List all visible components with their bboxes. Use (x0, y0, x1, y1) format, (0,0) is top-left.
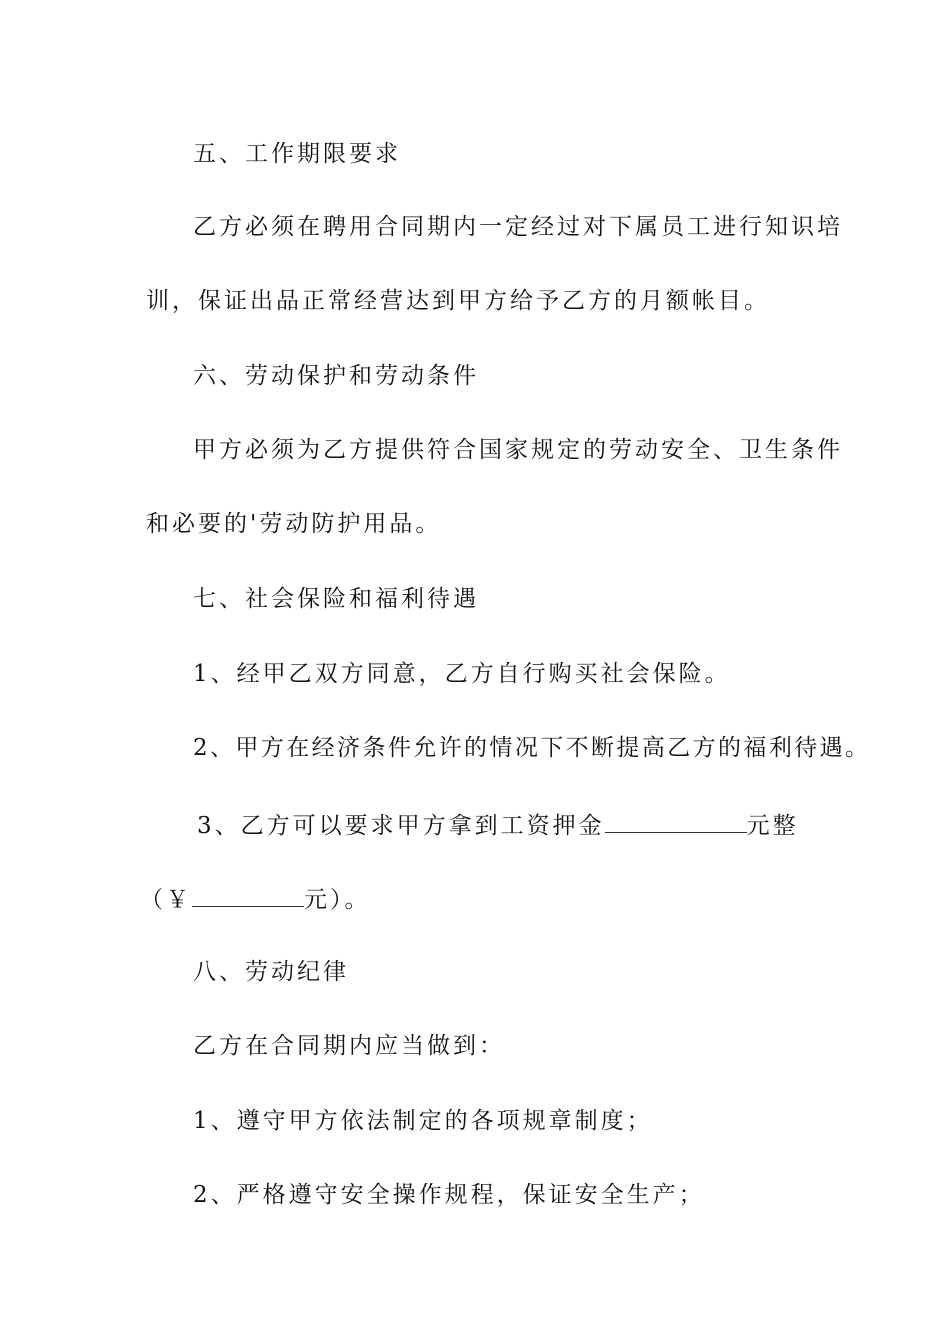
list-item: 1、经甲乙双方同意，乙方自行购买社会保险。 (193, 661, 731, 687)
list-item (197, 810, 799, 841)
deposit-amount-blank (605, 810, 747, 833)
section-heading-7: 七、社会保险和福利待遇 (193, 586, 479, 612)
deposit-figure-blank (192, 884, 304, 907)
paragraph-line: 和必要的'劳动防护用品。 (146, 511, 442, 537)
list-item: 2、甲方在经济条件允许的情况下不断提高乙方的福利待遇。 (193, 735, 871, 761)
currency-close: 元）。 (304, 887, 371, 913)
list-item: 2、严格遵守安全操作规程，保证安全生产； (193, 1182, 705, 1208)
paragraph-line (140, 884, 371, 915)
section-heading-8: 八、劳动纪律 (193, 959, 349, 985)
paragraph-line: 乙方在合同期内应当做到： (193, 1033, 505, 1059)
section-heading-5: 五、工作期限要求 (193, 141, 401, 167)
list-item: 1、遵守甲方依法制定的各项规章制度； (193, 1108, 653, 1134)
section-heading-6: 六、劳动保护和劳动条件 (193, 363, 479, 389)
paragraph-line: 训，保证出品正常经营达到甲方给予乙方的月额帐目。 (146, 288, 770, 314)
deposit-text: 3、乙方可以要求甲方拿到工资押金 (197, 813, 605, 839)
deposit-unit: 元整 (746, 813, 799, 839)
paragraph-line: 甲方必须为乙方提供符合国家规定的劳动安全、卫生条件 (193, 437, 843, 463)
currency-open: （￥ (140, 887, 192, 913)
paragraph-line: 乙方必须在聘用合同期内一定经过对下属员工进行知识培 (193, 214, 843, 240)
